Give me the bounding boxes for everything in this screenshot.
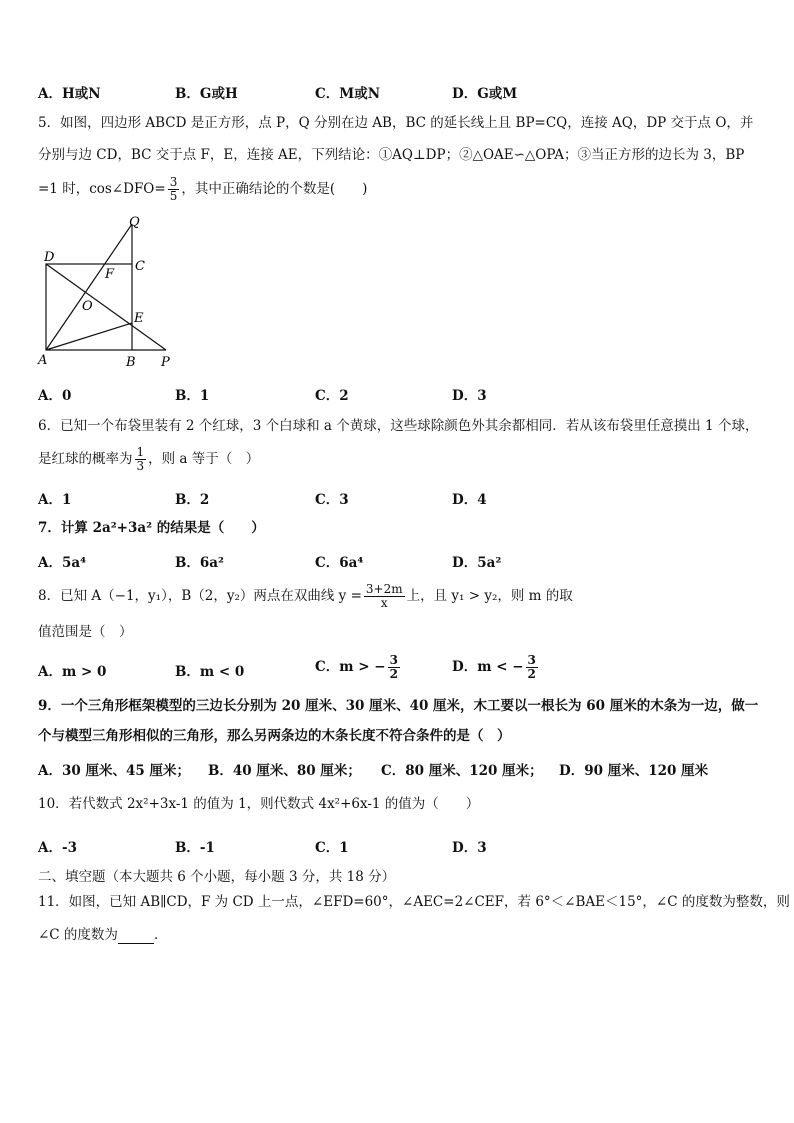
q6-options [38,488,758,506]
q4-option-d[interactable]: D．G或M [452,86,518,102]
q9-line-1: 9．一个三角形框架模型的三边长分别为 20 厘米、30 厘米、40 厘米，木工要以一根长为 60 厘米的木条为一边，做一 [38,698,759,714]
segment-ae [46,323,132,350]
q4-option-a[interactable]: A．H或N [38,86,101,102]
q8-option-a[interactable]: A．m > 0 [38,664,107,680]
q8-fraction [364,583,405,610]
q6-fraction-denominator: 3 [136,459,145,473]
q10-options [38,836,758,854]
q8-option-d[interactable] [452,654,540,681]
label-a: A [38,353,48,368]
q5-option-b[interactable]: B．1 [175,388,210,404]
label-f: F [105,267,115,282]
q6-line-2-suffix: ，则 a 等于（ ） [148,451,260,467]
q8-option-d-fraction [526,654,538,681]
q10-option-c[interactable]: C．1 [315,840,349,856]
label-d: D [44,250,55,265]
q8-option-d-denominator: 2 [527,667,536,681]
q9-option-a[interactable]: A．30 厘米、45 厘米； [38,763,190,779]
q6-option-d[interactable]: D．4 [452,492,487,508]
q4-option-b[interactable]: B．G或H [175,86,238,102]
q11-line-2-suffix: ． [153,927,168,943]
q4-option-c[interactable]: C．M或N [315,86,381,102]
q5-line-3-suffix: ，其中正确结论的个数是( ) [181,181,368,197]
label-b: B [126,355,136,370]
label-q: Q [129,215,140,230]
segment-aq [46,224,132,350]
q5-line-3-prefix: =1 时，cos∠DFO= [38,181,166,197]
q6-option-b[interactable]: B．2 [175,492,210,508]
q5-options [38,384,758,402]
q6-line-1: 6．已知一个布袋里装有 2 个红球，3 个白球和 a 个黄球，这些球除颜色外其余都相同．若从该布袋里任意摸出 1 个球， [38,418,759,434]
q5-option-a[interactable]: A．0 [38,388,72,404]
q8-option-d-text: D．m < − [452,659,524,675]
q8-line-2: 值范围是（ ） [38,624,133,640]
q5-option-d[interactable]: D．3 [452,388,487,404]
q11-line-2 [38,926,167,944]
q6-fraction-numerator: 1 [136,445,145,459]
section-2-heading: 二、填空题（本大题共 6 个小题，每小题 3 分，共 18 分） [38,869,396,885]
q5-fraction-numerator: 3 [169,175,178,189]
q5-option-c[interactable]: C．2 [315,388,349,404]
q8-fraction-numerator: 3+2m [365,582,403,596]
q7-line-1: 7．计算 2a²+3a² 的结果是（ ） [38,520,265,536]
q9-option-c[interactable]: C．80 厘米、120 厘米； [381,763,543,779]
q8-option-c-fraction [388,654,400,681]
q9-option-b[interactable]: B．40 厘米、80 厘米； [208,763,361,779]
q8-line-1-prefix: 8．已知 A（−1，y₁），B（2，y₂）两点在双曲线 y = [38,588,362,604]
q9-options [38,759,758,777]
q7-option-c[interactable]: C．6a⁴ [315,555,364,571]
q11-line-2-prefix: ∠C 的度数为 [38,927,118,943]
label-e: E [134,311,144,326]
q11-line-1: 11．如图，已知 AB∥CD，F 为 CD 上一点，∠EFD=60°，∠AEC=2∠CEF，若 6°＜∠BAE＜15°，∠C 的度数为整数，则 [38,894,790,910]
q4-options [38,82,758,100]
q9-line-2: 个与模型三角形相似的三角形，那么另两条边的木条长度不符合条件的是（ ） [38,728,511,744]
q8-option-c[interactable] [315,654,402,681]
q8-option-c-text: C．m > − [315,659,386,675]
q8-option-d-numerator: 3 [527,653,536,667]
q5-geometry-figure [30,214,190,374]
q11-answer-blank[interactable] [118,929,154,944]
q5-fraction-denominator: 5 [169,189,178,203]
label-o: O [82,299,93,314]
q5-line-3 [38,174,367,204]
q8-fraction-denominator: x [380,596,388,610]
q6-fraction [135,446,147,473]
q10-option-d[interactable]: D．3 [452,840,487,856]
q6-line-2-prefix: 是红球的概率为 [38,451,133,467]
q10-line-1: 10．若代数式 2x²+3x-1 的值为 1，则代数式 4x²+6x-1 的值为（ ） [38,796,480,812]
q8-option-c-denominator: 2 [389,667,398,681]
q8-line-1-suffix: 上，且 y₁ > y₂，则 m 的取 [406,588,573,604]
q7-option-b[interactable]: B．6a² [175,555,224,571]
q10-option-b[interactable]: B．-1 [175,840,215,856]
q10-option-a[interactable]: A．-3 [38,840,77,856]
q6-option-a[interactable]: A．1 [38,492,72,508]
q6-line-2 [38,444,259,474]
q5-fraction [168,176,180,203]
q8-line-1 [38,580,573,612]
label-c: C [135,259,145,274]
q8-options [38,654,758,684]
q7-option-a[interactable]: A．5a⁴ [38,555,87,571]
q7-option-d[interactable]: D．5a² [452,555,502,571]
q7-options [38,551,758,569]
q5-line-1: 5．如图，四边形 ABCD 是正方形，点 P，Q 分别在边 AB，BC 的延长线上且 BP=CQ，连接 AQ，DP 交于点 O，并 [38,115,754,131]
q9-option-d[interactable]: D．90 厘米、120 厘米 [559,763,709,779]
q5-line-2: 分别与边 CD，BC 交于点 F，E，连接 AE，下列结论：①AQ⊥DP；②△OAE∽△OPA；③当正方形的边长为 3，BP [38,147,745,163]
q6-option-c[interactable]: C．3 [315,492,349,508]
q8-option-b[interactable]: B．m < 0 [175,664,245,680]
q8-option-c-numerator: 3 [389,653,398,667]
label-p: P [161,355,170,370]
